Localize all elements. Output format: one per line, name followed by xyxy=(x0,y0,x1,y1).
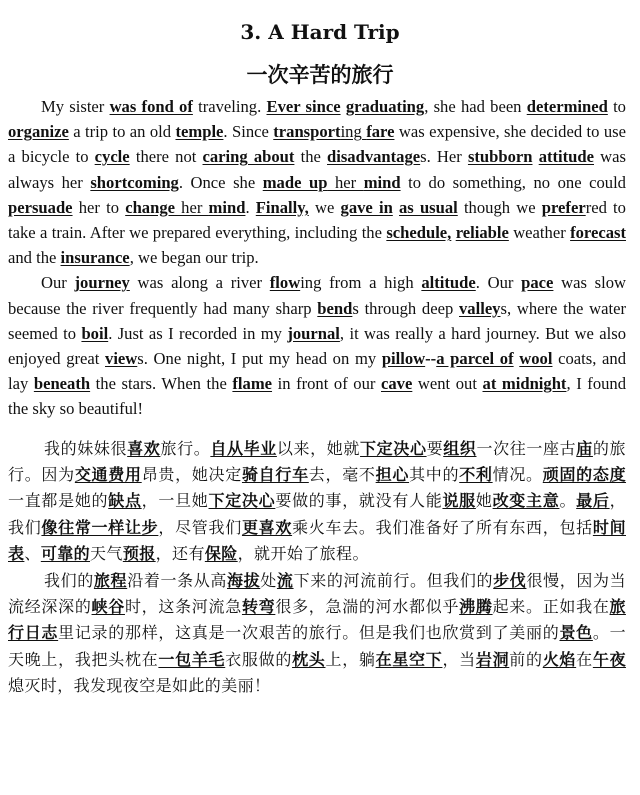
underlined-phrase xyxy=(108,491,141,510)
underlined-phrase xyxy=(360,439,427,458)
underlined-phrase xyxy=(8,122,69,141)
keyword: cycle xyxy=(94,147,130,167)
text-run: was along a river xyxy=(129,273,270,293)
text-run: . Our xyxy=(475,273,522,293)
text-run: , she had been xyxy=(424,97,527,116)
keyword: Ever since xyxy=(266,97,341,116)
keyword: as usual xyxy=(399,197,458,217)
text-run: her xyxy=(327,172,364,192)
keyword: 保险 xyxy=(204,544,238,564)
text-run: 昂贵，她决定 xyxy=(141,465,242,485)
text-run: in front of our xyxy=(272,374,381,394)
keyword: pillow xyxy=(381,349,426,369)
underlined-phrase xyxy=(593,650,626,669)
text-run: 乘火车去。我们准备好了所有东西，包括 xyxy=(292,517,593,537)
text-run: 很慢，因为当流经深深的 xyxy=(8,570,627,617)
keyword: altitude xyxy=(421,273,476,293)
text-run: the xyxy=(294,147,328,167)
keyword: 顽固的态度 xyxy=(542,465,627,485)
underlined-phrase xyxy=(277,571,294,590)
underlined-phrase xyxy=(92,597,125,616)
keyword: 午夜 xyxy=(592,649,626,669)
title-chinese: 一次辛苦的旅行 xyxy=(246,63,394,87)
keyword: 枕头 xyxy=(292,649,326,669)
text-run: s through deep xyxy=(352,298,459,318)
chinese-paragraph-1 xyxy=(8,436,626,568)
text-run: . xyxy=(245,197,256,217)
keyword: journal xyxy=(287,323,340,343)
keyword: fare xyxy=(366,122,395,142)
keyword: 旅程 xyxy=(93,570,128,590)
underlined-phrase xyxy=(61,248,130,267)
underlined-phrase xyxy=(576,439,593,458)
keyword: prefer xyxy=(541,197,586,217)
keyword: flow xyxy=(269,273,301,293)
title-english: 3. A Hard Trip xyxy=(240,20,400,44)
underlined-phrase xyxy=(341,122,367,141)
keyword: 预报 xyxy=(122,544,156,564)
keyword: a parcel of xyxy=(436,349,514,369)
text-run: , we began our trip. xyxy=(129,248,259,268)
underlined-phrase xyxy=(543,650,576,669)
keyword: pace xyxy=(521,273,554,293)
text-run: . Once she xyxy=(178,172,263,192)
text-run: , I found the sky so beautiful! xyxy=(8,374,627,419)
underlined-phrase xyxy=(459,465,492,484)
underlined-phrase xyxy=(376,650,443,669)
underlined-phrase xyxy=(75,273,130,292)
text-run: her xyxy=(174,197,209,217)
underlined-phrase xyxy=(443,439,476,458)
text-run: weather xyxy=(508,223,571,243)
underlined-phrase xyxy=(436,349,513,368)
underlined-phrase xyxy=(256,198,309,217)
keyword: 自从毕业 xyxy=(210,438,277,458)
underlined-phrase xyxy=(176,122,224,141)
keyword: graduating xyxy=(345,97,425,116)
underlined-phrase xyxy=(263,173,328,192)
text-run: was always her xyxy=(8,147,626,192)
english-text xyxy=(0,94,640,422)
keyword: 最后 xyxy=(576,491,610,511)
keyword: made up xyxy=(262,172,328,192)
text-run: was expensive, she decided to use a bicycle to xyxy=(8,122,626,167)
underlined-phrase xyxy=(8,198,73,217)
keyword: schedule, xyxy=(386,223,452,243)
underlined-phrase xyxy=(559,623,592,642)
keyword: 景色 xyxy=(559,623,593,643)
text-run: 去，毫不 xyxy=(308,465,376,485)
keyword: 下定决心 xyxy=(360,438,427,458)
underlined-phrase xyxy=(376,465,409,484)
keyword: temple xyxy=(175,122,224,142)
keyword: 像往常一样让步 xyxy=(41,517,159,537)
underlined-phrase xyxy=(242,518,292,537)
chinese-paragraph-2 xyxy=(8,568,626,700)
text-run: 沿着一条从高 xyxy=(127,570,227,590)
keyword: 不利 xyxy=(459,465,493,485)
underlined-phrase xyxy=(273,122,340,141)
text-run: ，尽管我们 xyxy=(158,517,242,537)
text-run: there not xyxy=(129,147,203,167)
keyword: transport xyxy=(273,122,341,142)
keyword: journey xyxy=(74,273,130,293)
text-run: 前的 xyxy=(509,649,543,669)
text-run: , it was really a hard journey. But we also enjoyed great xyxy=(8,323,626,369)
keyword: 下定决心 xyxy=(208,491,276,511)
text-run: 很多，急湍的河水都似乎 xyxy=(275,597,460,617)
keyword: shortcoming xyxy=(90,172,179,192)
text-run: a trip to an old xyxy=(68,122,176,142)
text-run: 、 xyxy=(24,544,41,564)
keyword: 说服 xyxy=(442,491,476,511)
text-run: was slow because the river frequently had many sharp xyxy=(8,273,626,318)
text-run: 下来的河流前行。但我们的 xyxy=(293,570,494,590)
text-run: 起来。正如我在 xyxy=(492,597,610,617)
underlined-phrase xyxy=(41,544,90,563)
underlined-phrase xyxy=(519,349,552,368)
text-run: 时，这条河流急 xyxy=(124,597,242,617)
keyword: 旅行日志 xyxy=(8,597,626,643)
underlined-phrase xyxy=(576,491,609,510)
keyword: cave xyxy=(381,374,413,394)
underlined-phrase xyxy=(209,198,246,217)
text-run: ，我们 xyxy=(8,491,626,537)
text-run: 旅行。 xyxy=(160,438,211,458)
underlined-phrase xyxy=(232,374,272,393)
keyword: insurance xyxy=(60,248,130,268)
keyword: view xyxy=(105,349,138,369)
keyword: persuade xyxy=(8,197,73,217)
underlined-phrase xyxy=(292,650,325,669)
underlined-phrase xyxy=(399,198,458,217)
text-run: 上，躺 xyxy=(325,649,376,669)
keyword: boil xyxy=(81,323,109,343)
underlined-phrase xyxy=(493,571,526,590)
text-run: s. One night, I put my head on my xyxy=(137,349,382,369)
keyword: gave in xyxy=(340,197,393,217)
english-paragraph-2 xyxy=(8,270,626,421)
text-run: 里记录的那样，这真是一次艰苦的旅行。但是我们也欣赏到了美丽的 xyxy=(58,623,560,643)
underlined-phrase xyxy=(459,299,500,318)
underlined-phrase xyxy=(366,122,394,141)
underlined-phrase xyxy=(205,544,238,563)
underlined-phrase xyxy=(483,374,567,393)
text-run: her to xyxy=(72,197,126,217)
text-run: 天气 xyxy=(90,544,123,564)
text-run: to xyxy=(607,97,626,116)
text-run: 衣服做的 xyxy=(225,649,293,669)
underlined-phrase xyxy=(125,198,175,217)
keyword: reliable xyxy=(455,223,509,243)
keyword: flame xyxy=(232,374,273,394)
keyword: 时间表 xyxy=(8,517,626,564)
text-run: Our xyxy=(41,273,75,293)
underlined-phrase xyxy=(346,97,424,116)
underlined-phrase xyxy=(75,465,142,484)
text-run: traveling. xyxy=(192,97,267,116)
keyword: mind xyxy=(208,197,246,217)
keyword: -- xyxy=(425,349,437,369)
text-run: ，当 xyxy=(442,649,476,669)
text-run: 我们的 xyxy=(44,570,94,590)
underlined-phrase xyxy=(381,374,412,393)
underlined-phrase xyxy=(90,173,179,192)
text-run: ing xyxy=(340,122,367,142)
keyword: organize xyxy=(8,122,69,142)
text-run: 处 xyxy=(260,570,277,590)
underlined-phrase xyxy=(175,198,209,217)
text-run: 。 xyxy=(559,491,577,511)
underlined-phrase xyxy=(327,173,363,192)
keyword: 转弯 xyxy=(241,597,276,617)
underlined-phrase xyxy=(158,650,225,669)
underlined-phrase xyxy=(209,491,276,510)
keyword: 沸腾 xyxy=(459,597,493,617)
underlined-phrase xyxy=(542,198,586,217)
text-run: 其中的 xyxy=(409,465,460,485)
text-run: 要做的事，就没有人能 xyxy=(275,491,443,511)
underlined-phrase xyxy=(110,97,193,116)
underlined-phrase xyxy=(456,223,509,242)
text-run: the stars. When the xyxy=(90,374,233,394)
text-run: red to take a train. After we prepared everything, including the xyxy=(8,197,626,243)
underlined-phrase xyxy=(364,173,401,192)
underlined-phrase xyxy=(527,97,608,116)
keyword: Finally, xyxy=(255,197,309,217)
text-run: ，一旦她 xyxy=(141,491,209,511)
keyword: 在星空下 xyxy=(375,649,443,669)
section-gap xyxy=(0,422,640,436)
underlined-phrase xyxy=(493,491,560,510)
keyword: at midnight xyxy=(482,374,567,394)
text-run: . Since xyxy=(223,122,274,142)
text-run: 以来，她就 xyxy=(276,438,361,458)
keyword: attitude xyxy=(538,147,594,167)
keyword: forecast xyxy=(570,223,626,243)
keyword: was fond of xyxy=(109,97,193,116)
keyword: bend xyxy=(317,298,353,318)
underlined-phrase xyxy=(543,465,626,484)
underlined-phrase xyxy=(468,147,533,166)
text-run: ，还有 xyxy=(155,544,205,564)
keyword: stubborn xyxy=(467,147,533,167)
underlined-phrase xyxy=(94,571,127,590)
keyword: change xyxy=(125,197,175,217)
text-run: went out xyxy=(412,374,483,394)
keyword: caring about xyxy=(202,147,295,167)
keyword: 交通费用 xyxy=(74,465,142,485)
text-run: coats, and lay xyxy=(8,349,626,394)
underlined-phrase xyxy=(539,147,594,166)
keyword: 庙 xyxy=(576,438,593,458)
text-run: 我的妹妹很 xyxy=(44,438,128,458)
underlined-phrase xyxy=(317,299,352,318)
english-paragraph-1 xyxy=(8,94,626,270)
keyword: 组织 xyxy=(443,438,477,458)
text-run: 在 xyxy=(576,649,593,669)
keyword: 可靠的 xyxy=(40,544,91,564)
underlined-phrase xyxy=(242,597,275,616)
text-run: 熄灭时，我发现夜空是如此的美丽！ xyxy=(8,676,271,696)
keyword: wool xyxy=(519,349,553,369)
text-run: and the xyxy=(8,248,61,268)
underlined-phrase xyxy=(442,491,475,510)
text-run: 一次往一座古 xyxy=(476,438,577,458)
keyword: 岩洞 xyxy=(475,649,510,669)
keyword: 担心 xyxy=(375,465,410,485)
text-run: 她 xyxy=(475,491,493,511)
keyword: mind xyxy=(363,172,401,192)
underlined-phrase xyxy=(421,273,475,292)
keyword: 喜欢 xyxy=(127,438,161,458)
underlined-phrase xyxy=(123,544,156,563)
text-run: My sister xyxy=(41,97,110,116)
underlined-phrase xyxy=(327,147,420,166)
underlined-phrase xyxy=(242,465,309,484)
keyword: 流 xyxy=(276,570,294,590)
keyword: valley xyxy=(459,298,501,318)
keyword: 峡谷 xyxy=(91,597,125,617)
keyword: disadvantage xyxy=(327,147,421,167)
underlined-phrase xyxy=(267,97,341,116)
text-run: ing from a high xyxy=(300,273,422,293)
underlined-phrase xyxy=(476,650,509,669)
underlined-phrase xyxy=(81,324,108,343)
text-run: we xyxy=(308,197,341,217)
keyword: 骑自行车 xyxy=(241,465,309,485)
underlined-phrase xyxy=(210,439,277,458)
underlined-phrase xyxy=(386,223,451,242)
text-run: 要 xyxy=(426,438,444,458)
underlined-phrase xyxy=(570,223,626,242)
underlined-phrase xyxy=(341,198,393,217)
underlined-phrase xyxy=(34,374,90,393)
underlined-phrase xyxy=(270,273,300,292)
text-run: s, where the water seemed to xyxy=(8,298,626,343)
underlined-phrase xyxy=(41,518,158,537)
keyword: determined xyxy=(526,97,608,116)
underlined-phrase xyxy=(287,324,340,343)
keyword: 步伐 xyxy=(493,570,527,590)
underlined-phrase xyxy=(127,439,160,458)
underlined-phrase xyxy=(459,597,492,616)
keyword: 一包羊毛 xyxy=(158,649,226,669)
text-run: 的旅行。因为 xyxy=(8,438,626,485)
underlined-phrase xyxy=(95,147,130,166)
underlined-phrase xyxy=(227,571,260,590)
text-run: s. Her xyxy=(420,147,468,167)
text-run: . Just as I recorded in my xyxy=(108,323,288,343)
keyword: 更喜欢 xyxy=(241,517,293,537)
chinese-text xyxy=(0,436,640,700)
text-run: 一直都是她的 xyxy=(8,491,109,511)
keyword: beneath xyxy=(33,374,91,394)
keyword: 改变主意 xyxy=(492,491,560,511)
underlined-phrase xyxy=(521,273,553,292)
keyword: 火焰 xyxy=(542,649,577,669)
text-run: 。一天晚上，我把头枕在 xyxy=(8,623,626,669)
underlined-phrase xyxy=(203,147,295,166)
text-run: ，就开始了旅程。 xyxy=(237,544,369,564)
text-run: to do something, no one could xyxy=(400,172,626,192)
keyword: 缺点 xyxy=(108,491,142,511)
keyword: 海拔 xyxy=(227,570,261,590)
underlined-phrase xyxy=(105,349,137,368)
text-run: though we xyxy=(457,197,542,217)
text-run: 情况。 xyxy=(492,465,543,485)
underlined-phrase xyxy=(382,349,425,368)
